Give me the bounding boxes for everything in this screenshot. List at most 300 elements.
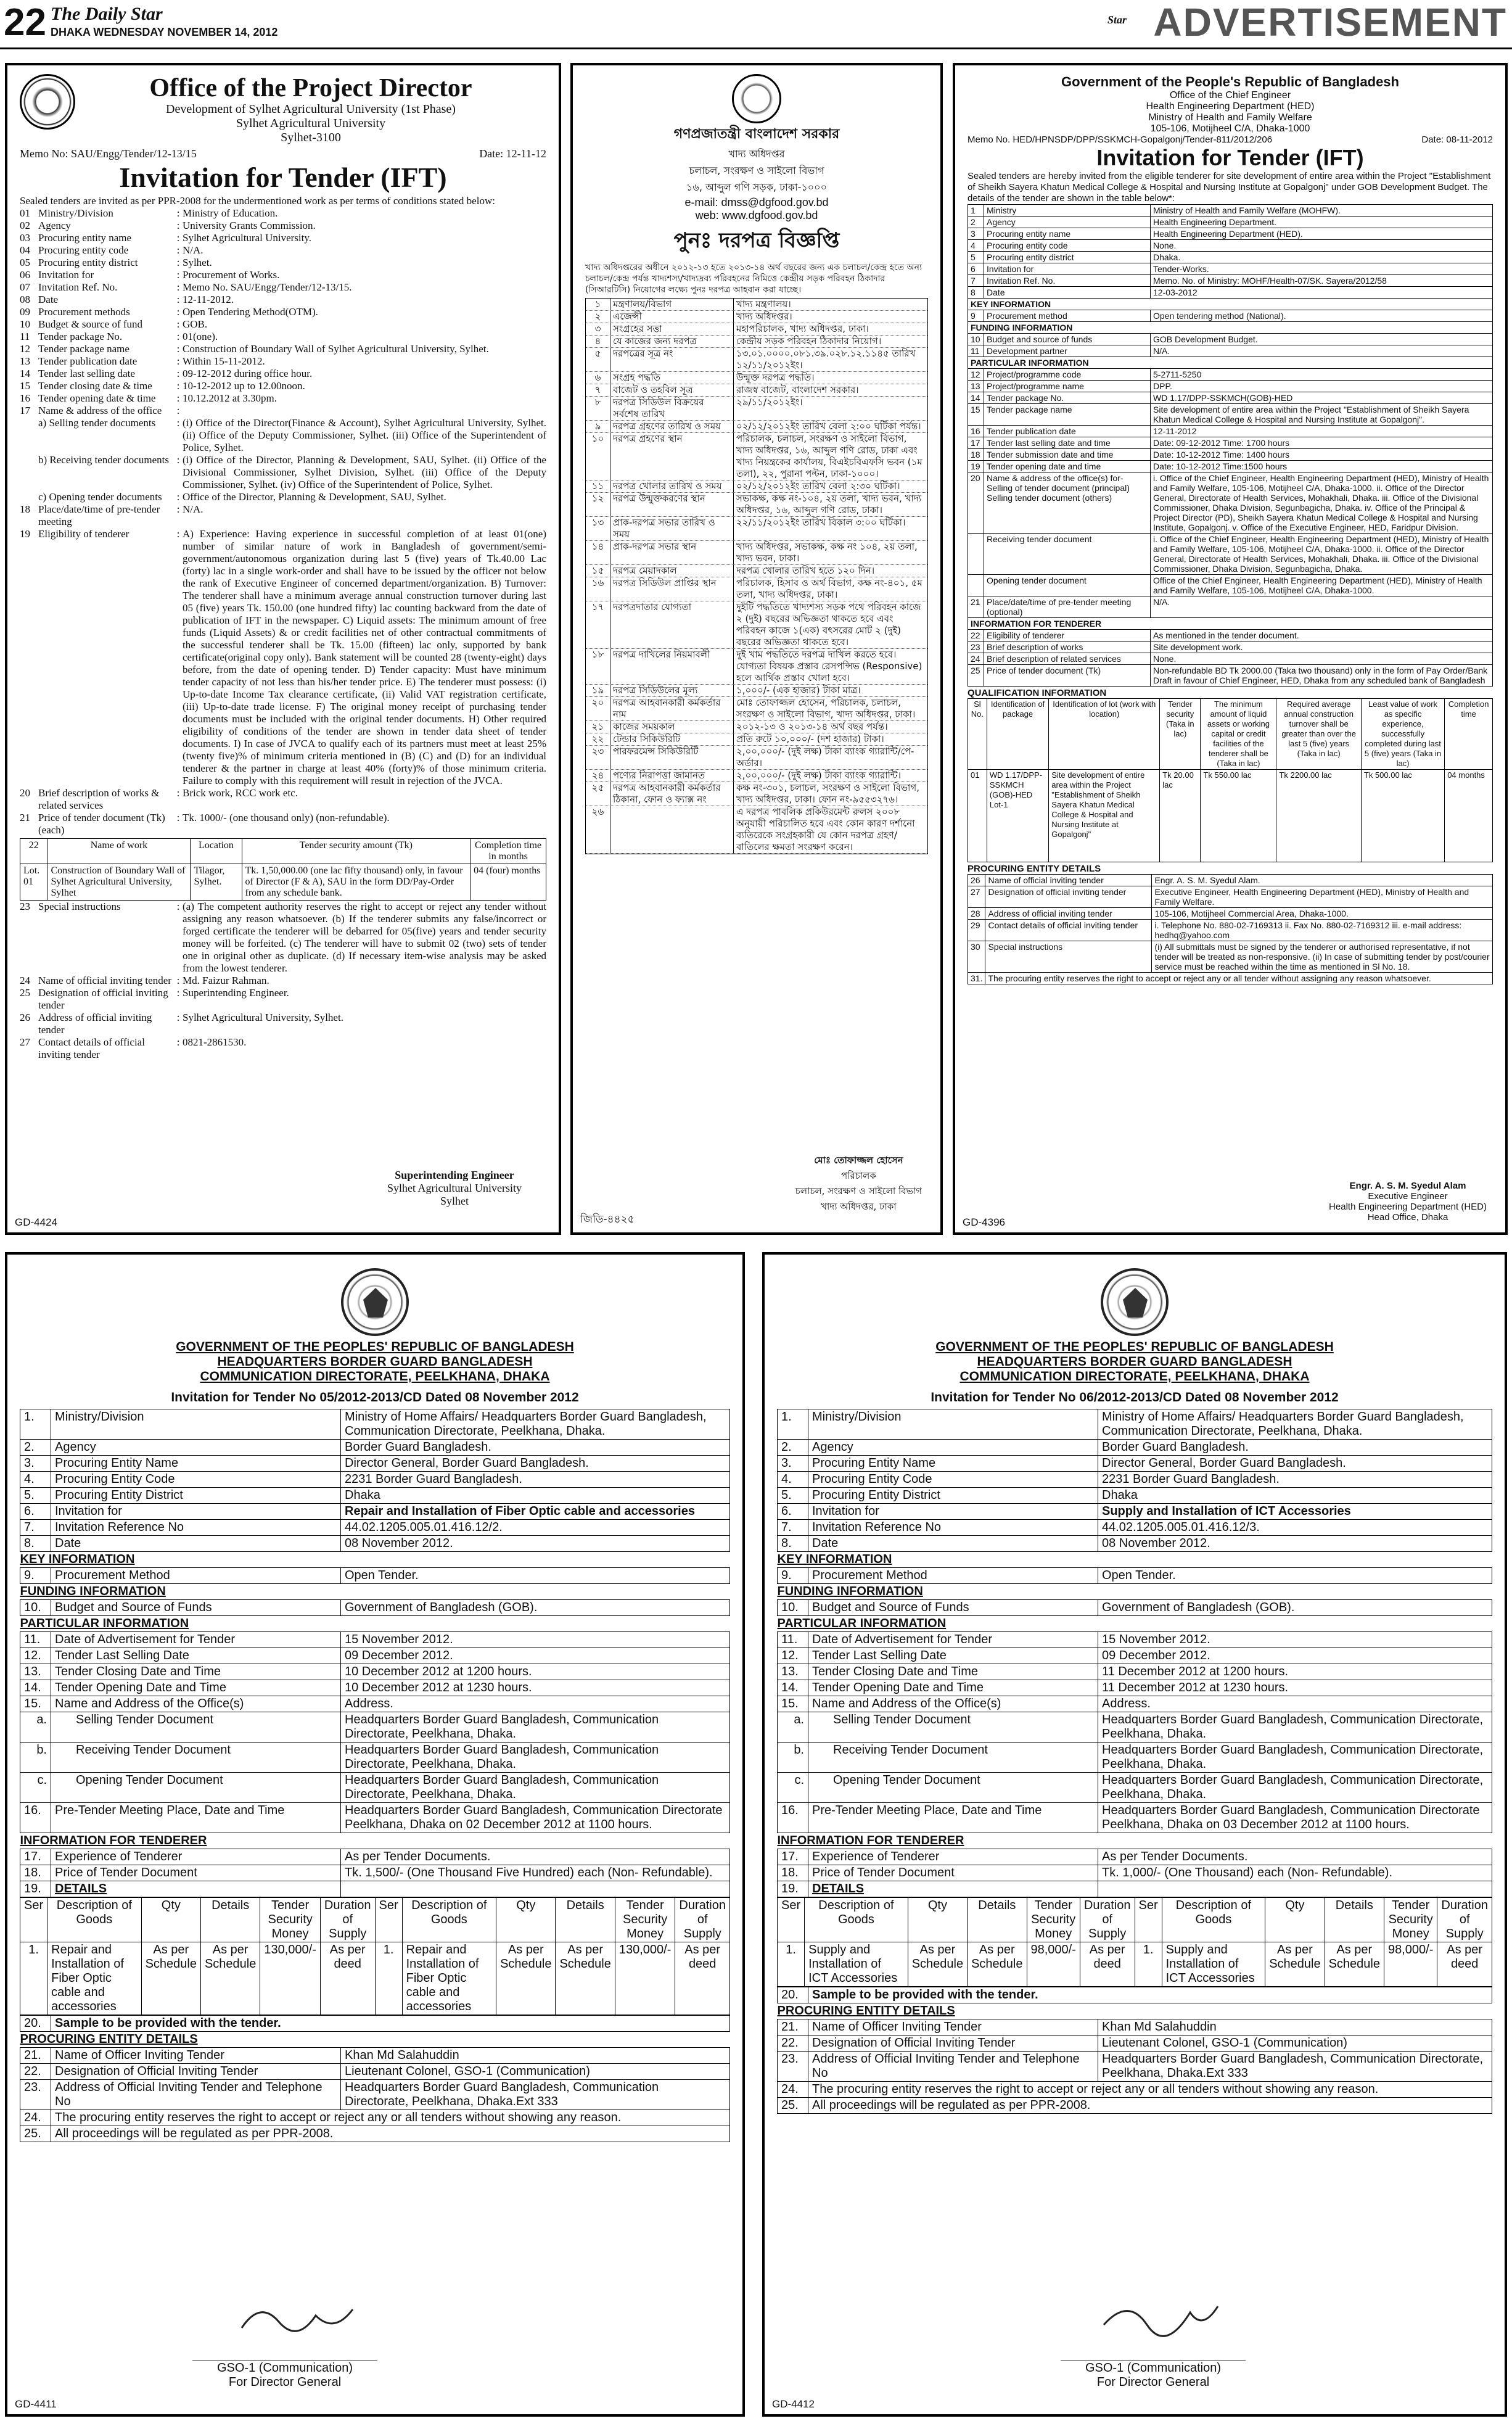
row-number: 1 <box>968 205 984 217</box>
details-header-cell: Ser <box>1135 1898 1162 1942</box>
item-number: 08 <box>20 294 30 305</box>
address-line: 105-106, Motijheel C/A, Dhaka-1000 <box>1150 123 1310 134</box>
ift-row <box>20 1504 730 1520</box>
ift-row <box>968 653 1493 665</box>
item-colon: : <box>176 355 180 367</box>
row-number: 21. <box>778 2019 808 2035</box>
row-number: 13. <box>778 1664 808 1680</box>
bn-row <box>586 433 927 480</box>
ift-row <box>20 2126 730 2142</box>
bn-govt-title: গণপ্রজাতন্ত্রী বাংলাদেশ সরকার <box>673 126 840 142</box>
ift-row <box>778 1568 1492 1584</box>
item-label: Place/date/time of pre-tender meeting <box>38 503 160 527</box>
details-cell: 98,000/- <box>1384 1942 1437 1987</box>
row-value: DPP. <box>1151 381 1493 392</box>
row-value: i. Telephone No. 880-02-7169313 ii. Fax No. 880-02-7169312 iii. e-mail address: hedhq@yahoo.com <box>1152 920 1493 941</box>
bn-row <box>586 372 927 384</box>
qual-header-cell: Identification of lot (work with location) <box>1049 699 1160 770</box>
bgb-emblem-icon <box>341 1268 409 1336</box>
item-number <box>20 454 38 491</box>
row-label: The procuring entity reserves the right to accept or reject any or all tender without assigning any reason whatsoever. <box>985 973 1493 984</box>
table-header-cell: Completion time in months <box>470 839 546 864</box>
row-number: 12 <box>968 369 984 381</box>
bn-row-label: দরপত্র খোলার তারিখ ও সময় <box>610 480 734 492</box>
ift-item <box>20 392 546 405</box>
row-number: 27 <box>968 886 985 908</box>
details-header-cell: Ser <box>778 1898 805 1942</box>
item-number: 19 <box>20 528 30 540</box>
row-value: 44.02.1205.005.01.416.12/3. <box>1098 1520 1492 1536</box>
details-header-cell: Tender Security Money <box>260 1898 321 1942</box>
row-label: Budget and source of funds <box>984 334 1151 345</box>
bn-row <box>586 733 927 746</box>
row-label: Tender Last Selling Date <box>808 1648 1098 1664</box>
row-label: Name of official inviting tender <box>985 875 1152 886</box>
item-number: 24 <box>20 975 30 986</box>
row-label: Agency <box>808 1440 1098 1456</box>
bn-row-label: দরপত্র আহবানকারী কর্মকর্তার নাম <box>610 697 734 720</box>
details-cell: Supply and Installation of ICT Accessories <box>805 1942 908 1987</box>
row-label: Invitation Ref. No. <box>984 275 1151 287</box>
ift-row <box>20 1664 730 1680</box>
office-city: Sylhet-3100 <box>281 131 341 144</box>
row-number: 20 <box>968 472 984 534</box>
ift-item <box>20 232 546 244</box>
ift-row <box>778 2082 1492 2098</box>
bn-intro: খাদ্য অধিদপ্তরের অধীনে ২০১২-১৩ হতে ২০১৩-১৪ অর্থ বছরের জন্য এক চলাচল/কেন্দ্র হতে অন্য চলাচল/কেন্দ্র পর্যন্ত খাদ্যশস্য/খাদ্যদ্রব্য পরিবহনের নিমিত্তে কেন্দ্রীয় সড়ক পরিবহন ঠিকাদার (সিআরটিসি) নিয়োগের লক্ষ্যে পুনঃ দরপত্র আহবান করা যাচ্ছে। <box>585 263 922 295</box>
row-number: 6. <box>20 1504 51 1520</box>
row-value: Open tendering method (National). <box>1151 310 1493 322</box>
qual-header-cell: Completion time <box>1445 699 1493 770</box>
ift-row <box>968 875 1493 886</box>
item-value: Within 15-11-2012. <box>183 355 265 367</box>
ift-item <box>20 331 546 343</box>
row-number: 29 <box>968 920 985 941</box>
row-value: Tk. 1,500/- (One Thousand Five Hundred) each (Non- Refundable). <box>341 1865 730 1881</box>
ift-row <box>20 1584 730 1600</box>
row-number: 31. <box>968 973 985 984</box>
row-value: Dhaka <box>341 1488 730 1504</box>
bn-row <box>586 348 927 372</box>
row-label: Address of Official Inviting Tender and Telephone No <box>51 2080 341 2110</box>
ift-row <box>968 345 1493 357</box>
bn-sign-dept: খাদ্য অধিদপ্তর, ঢাকা <box>821 1201 897 1212</box>
row-number: 17 <box>968 437 984 449</box>
ift-row <box>778 2098 1492 2114</box>
item-number: 02 <box>20 220 30 231</box>
row-number: 20. <box>20 2016 51 2032</box>
details-cell: As per Schedule <box>200 1942 260 2015</box>
row-number: 18. <box>20 1865 51 1881</box>
row-number: 25. <box>778 2098 808 2114</box>
ift-row <box>968 630 1493 641</box>
row-label: Brief description of works <box>984 641 1151 653</box>
details-cell: As per deed <box>320 1942 375 2015</box>
row-value: Headquarters Border Guard Bangladesh, Communication Directorate, Peelkhana, Dhaka. <box>1098 1743 1492 1773</box>
row-value: (i) All submittals must be signed by the tenderer or authorised representative, if not tender will be treated as non-responsive. (ii) In case of submitting tender by post/courier service must be reached within the time as mentioned in Sl No. 18. <box>1152 941 1493 973</box>
ift-row <box>20 1743 730 1773</box>
item-label: Invitation for <box>38 269 94 281</box>
signatory: Engr. A. S. M. Syedul Alam <box>1349 1181 1466 1191</box>
item-value: Ministry of Education. <box>183 207 278 219</box>
row-label: The procuring entity reserves the right to accept or reject any or all tenders without showing any reason. <box>808 2082 1492 2098</box>
row-number: 22 <box>968 630 984 641</box>
row-value: Lieutenant Colonel, GSO-1 (Communication) <box>341 2064 730 2080</box>
section-heading: INFORMATION FOR TENDERER <box>968 618 1493 630</box>
bn-row-value: ০২/১২/২০১২ইং তারিখ বেলা ২:০০ ঘটিকা পর্যন্ত। <box>736 421 921 432</box>
row-value: 11 December 2012 at 1230 hours. <box>1098 1680 1492 1696</box>
section-heading: FUNDING INFORMATION <box>968 322 1493 334</box>
item-colon: : <box>176 306 180 318</box>
item-colon: : <box>176 207 180 219</box>
item-label: Budget & source of fund <box>38 318 143 330</box>
bn-row-label: সংগ্রহ পদ্ধতি <box>610 372 734 384</box>
row-value: N/A. <box>1151 345 1493 357</box>
ift-row <box>968 575 1493 596</box>
row-label: DETAILS <box>808 1881 1098 1897</box>
bn-address: ১৬, আব্দুল গণি সড়ক, ঢাকা-১০০০ <box>686 181 827 193</box>
ift-item <box>20 528 546 787</box>
ift-items-2 <box>20 901 546 1061</box>
row-number: 10 <box>968 334 984 345</box>
bn-dept: খাদ্য অধিদপ্তর <box>728 148 785 160</box>
signature-block <box>1061 2361 1246 2390</box>
item-label: Contact details of official inviting tender <box>38 1036 145 1060</box>
item-label: Tender publication date <box>38 355 138 367</box>
item-label: Brief description of works & related services <box>38 787 160 811</box>
ift-number: Invitation for Tender No 05/2012-2013/CD Dated 08 November 2012 <box>171 1390 579 1404</box>
ift-row <box>20 1849 730 1865</box>
row-label: Tender Opening Date and Time <box>808 1680 1098 1696</box>
bn-row-number: ১২ <box>586 493 610 516</box>
details-cell: As per Schedule <box>141 1942 200 2015</box>
row-number: 5 <box>968 252 984 263</box>
row-value: Date: 10-12-2012 Time:1500 hours <box>1151 461 1493 472</box>
ift-item <box>20 281 546 294</box>
details-cell: As per Schedule <box>496 1942 556 2015</box>
table-cell: 04 (four) months <box>470 864 546 901</box>
item-label: Invitation Ref. No. <box>38 281 118 293</box>
row-value: Site development of entire area within the Project "Establishment of Sheikh Sayera Khatun Medical College & Hospital and Nursing Institute at Gopalgonj". <box>1151 404 1493 426</box>
row-label: Receiving Tender Document <box>808 1743 1098 1773</box>
details-header-cell: Qty <box>908 1898 967 1942</box>
signatory-for: For Director General <box>228 2375 342 2389</box>
ift-row <box>20 2032 730 2048</box>
item-number: 04 <box>20 244 30 256</box>
row-value: Address. <box>341 1696 730 1712</box>
ift-row <box>968 618 1493 630</box>
ift-table <box>20 1409 730 1897</box>
tender-ad-hed <box>953 63 1508 1235</box>
item-colon: : <box>176 281 180 293</box>
row-value: Site development work. <box>1151 641 1493 653</box>
row-number: 15. <box>778 1696 808 1712</box>
row-label: Tender package No. <box>984 392 1151 404</box>
tender-ad-food-bangla <box>570 63 943 1235</box>
office-title: Office of the Project Director <box>149 74 472 102</box>
row-label: Tender opening date and time <box>984 461 1151 472</box>
row-value: 11 December 2012 at 1200 hours. <box>1098 1664 1492 1680</box>
row-label: Ministry/Division <box>51 1409 341 1440</box>
ift-row <box>20 1600 730 1616</box>
item-label: Eligibility of tenderer <box>38 528 129 540</box>
row-label: Price of tender document (Tk) <box>984 665 1151 687</box>
row-value: Director General, Border Guard Bangladesh. <box>341 1456 730 1472</box>
row-label: Name of Officer Inviting Tender <box>51 2048 341 2064</box>
row-value: Ministry of Home Affairs/ Headquarters Border Guard Bangladesh, Communication Directorate, Peelkhana, Dhaka. <box>1098 1409 1492 1440</box>
ift-row <box>968 381 1493 392</box>
row-label: Designation of official inviting tender <box>985 886 1152 908</box>
bn-row-number: ১১ <box>586 480 610 492</box>
row-value: 12-11-2012 <box>1151 426 1493 437</box>
ift-item <box>20 1012 546 1036</box>
row-label: Tender Opening Date and Time <box>51 1680 341 1696</box>
ift-row <box>968 534 1493 575</box>
section-heading: KEY INFORMATION <box>968 299 1493 310</box>
bn-row-label: দরপত্র দাখিলের নিয়মাবলী <box>610 649 734 684</box>
ift-heading: Invitation for Tender (IFT) <box>119 162 447 193</box>
ift-heading: Invitation for Tender (IFT) <box>1096 145 1364 170</box>
ift-row <box>778 1743 1492 1773</box>
ift-item <box>20 491 546 503</box>
details-header-cell: Qty <box>1265 1898 1325 1942</box>
ift-row <box>968 886 1493 908</box>
item-label: Address of official inviting tender <box>38 1012 152 1036</box>
qual-cell: Tk 500.00 lac <box>1361 770 1444 862</box>
ift-row <box>778 2052 1492 2082</box>
bn-row-number: ২ <box>586 311 610 323</box>
ift-row <box>968 973 1493 984</box>
details-header-cell: Description of Goods <box>47 1898 141 1942</box>
row-label: Tender package name <box>984 404 1151 426</box>
ift-item <box>20 417 546 454</box>
bn-row-value: ২৯/১১/২০১২ইং। <box>736 397 803 408</box>
ift-row <box>20 2110 730 2126</box>
bn-row-number: ১৫ <box>586 565 610 577</box>
row-label: Contact details of official inviting tender <box>985 920 1152 941</box>
row-number: 4. <box>20 1472 51 1488</box>
issue-date: DHAKA WEDNESDAY NOVEMBER 14, 2012 <box>51 26 278 38</box>
row-value: i. Office of the Chief Engineer, Health Engineering Department (HED), Ministry of Health and Family Welfare, 105-106, Motijheel C/A, Dhaka-1000. ii. Office of the Director General, Directorate of Health Services, Mohakhali, Dhaka. iii. Office of the Divisional Commissioner, Dhaka Division, Segunbagicha, Dhaka. <box>1151 534 1493 575</box>
details-header-cell: Details <box>1325 1898 1384 1942</box>
row-label: Project/programme code <box>984 369 1151 381</box>
ift-number: Invitation for Tender No 06/2012-2013/CD Dated 08 November 2012 <box>931 1390 1339 1404</box>
row-label: Procuring entity district <box>984 252 1151 263</box>
row-label: Name and Address of the Office(s) <box>808 1696 1098 1712</box>
row-number: 23. <box>20 2080 51 2110</box>
row-label: Designation of Official Inviting Tender <box>51 2064 341 2080</box>
ift-item <box>20 244 546 257</box>
row-value: GOB Development Budget. <box>1151 334 1493 345</box>
details-cell: As per Schedule <box>1325 1942 1384 1987</box>
row-number: 11 <box>968 345 984 357</box>
ift-item <box>20 269 546 281</box>
bn-row-label: প্রাক-দরপত্র সভার স্থান <box>610 541 734 564</box>
bn-row-number: ৯ <box>586 421 610 432</box>
ift-row <box>778 1440 1492 1456</box>
row-label: Invitation Reference No <box>808 1520 1098 1536</box>
ift-row <box>968 461 1493 472</box>
bn-row-value: দুই খাম পদ্ধতিতে দরপত্র দাখিল করতে হবে। যোগ্যতা বিষয়ক প্রস্তাব রেসপন্সিভ (Responsive) হলে আর্থিক প্রস্তাব খোলা হবে। <box>736 649 922 683</box>
office-subtitle: Development of Sylhet Agricultural University (1st Phase) <box>166 102 456 116</box>
ift-item <box>20 257 546 269</box>
row-value: Date: 09-12-2012 Time: 1700 hours <box>1151 437 1493 449</box>
table-cell: Tk. 1,50,000.00 (one lac fifty thousand) only, in favour of Director (F & A), SAU in the form DD/Pay-Order from any schedule bank. <box>242 864 470 901</box>
bn-row <box>586 746 927 770</box>
row-number: 5. <box>20 1488 51 1504</box>
ift-row <box>20 2080 730 2110</box>
ift-row <box>968 941 1493 973</box>
row-number: 14 <box>968 392 984 404</box>
details-header-cell: Details <box>200 1898 260 1942</box>
row-label: Selling Tender Document <box>51 1712 341 1743</box>
bn-row-value: খাদ্য অধিদপ্তর। <box>736 311 792 322</box>
row-number: 3 <box>968 228 984 240</box>
row-number: 10. <box>778 1600 808 1616</box>
item-label: Tender opening date & time <box>38 392 156 404</box>
row-value: 2231 Border Guard Bangladesh. <box>1098 1472 1492 1488</box>
ift-row <box>778 1803 1492 1833</box>
item-colon: : <box>176 405 180 416</box>
details-cell: Repair and Installation of Fiber Optic cable and accessories <box>47 1942 141 2015</box>
ift-row <box>20 1552 730 1568</box>
bn-row-label: সংগ্রহের সত্তা <box>610 323 734 335</box>
ift-row <box>778 1833 1492 1849</box>
item-number: 06 <box>20 269 30 281</box>
details-cell: 1. <box>375 1942 402 2015</box>
bn-row-value: দুইটি পদ্ধতিতে খাদ্যশস্য সড়ক পথে পরিবহন কাজে ২ (দুই) বছরের অভিজ্ঞতা থাকতে হবে এবং পরিবহন কাজে ১(এক) বৎসরের মোট ২ (দুই) বছরের অভিজ্ঞতা থাকতে হবে। <box>736 601 921 648</box>
directorate-title: COMMUNICATION DIRECTORATE, PEELKHANA, DHAKA <box>200 1369 550 1384</box>
row-label: Date <box>51 1536 341 1552</box>
table-header-cell: Tender security amount (Tk) <box>242 839 470 864</box>
bn-row-number: ২৫ <box>586 782 610 806</box>
bn-row <box>586 336 927 348</box>
bn-signature <box>795 1153 922 1215</box>
item-label: Procurement methods <box>38 306 130 318</box>
signatory-for: For Director General <box>1096 2375 1210 2389</box>
row-label: Tender Last Selling Date <box>51 1648 341 1664</box>
ift-item <box>20 355 546 368</box>
item-label: Ministry/Division <box>38 207 113 219</box>
details-cell: Repair and Installation of Fiber Optic cable and accessories <box>402 1942 496 2015</box>
item-colon: : <box>176 392 180 404</box>
row-label: Date <box>808 1536 1098 1552</box>
row-number: 23. <box>778 2052 808 2082</box>
row-number: 16. <box>20 1803 51 1833</box>
ad-code: GD-4412 <box>772 2398 815 2410</box>
row-label: Pre-Tender Meeting Place, Date and Time <box>51 1803 341 1833</box>
govt-title: GOVERNMENT OF THE PEOPLES' REPUBLIC OF BANGLADESH <box>176 1340 574 1354</box>
ift-row <box>778 1865 1492 1881</box>
govt-title: GOVERNMENT OF THE PEOPLES' REPUBLIC OF BANGLADESH <box>935 1340 1334 1354</box>
row-number: 5. <box>778 1488 808 1504</box>
qual-cell: Tk 2200.00 lac <box>1276 770 1361 862</box>
row-label: Procuring Entity Code <box>51 1472 341 1488</box>
qualification-table <box>968 698 1493 862</box>
bn-row-label: বাজেট ও তহবিল সূত্র <box>610 384 734 396</box>
item-colon: : <box>176 491 180 503</box>
table-cell: Construction of Boundary Wall of Sylhet Agricultural University, Sylhet <box>47 864 191 901</box>
section-heading: PARTICULAR INFORMATION <box>777 1617 947 1630</box>
row-label: Invitation for <box>51 1504 341 1520</box>
item-value: GOB. <box>183 318 208 330</box>
row-number: 4 <box>968 240 984 252</box>
ift-row <box>968 404 1493 426</box>
ift-row <box>20 1680 730 1696</box>
row-number: 8. <box>778 1536 808 1552</box>
row-value: Ministry of Home Affairs/ Headquarters Border Guard Bangladesh, Communication Directorate, Peelkhana, Dhaka. <box>341 1409 730 1440</box>
bn-row-number: ১৯ <box>586 685 610 696</box>
bn-row-label: কাজের সময়কাল <box>610 721 734 733</box>
item-value: Tk. 1000/- (one thousand only) (non-refundable). <box>183 812 390 823</box>
bn-row-value: মহাপরিচালক, খাদ্য অধিদপ্তর, ঢাকা। <box>736 323 869 334</box>
row-label: Procurement Method <box>51 1568 341 1584</box>
row-number <box>968 534 984 575</box>
ift-row <box>20 1712 730 1743</box>
signatory-dept: Health Engineering Department (HED) <box>1329 1202 1487 1212</box>
item-colon: : <box>176 269 180 281</box>
newspaper-name: The Daily Star <box>51 4 163 24</box>
bn-row-label: দরপত্র আহবানকারী কর্মকর্তার ঠিকানা, ফোন ও ফ্যাক্স নং <box>610 782 734 806</box>
qual-cell: 01 <box>968 770 987 862</box>
bn-row <box>586 601 927 649</box>
row-number: 17. <box>778 1849 808 1865</box>
row-number <box>968 575 984 596</box>
bn-row-number: ১৩ <box>586 517 610 540</box>
row-value: Headquarters Border Guard Bangladesh, Communication Directorate Peelkhana, Dhaka on 02 December 2012 at 1100 hours. <box>341 1803 730 1833</box>
ift-row <box>20 1803 730 1833</box>
bn-row-label: মন্ত্রণালয়/বিভাগ <box>610 299 734 310</box>
ift-item <box>20 405 546 417</box>
item-value: N/A. <box>183 244 203 256</box>
ift-row <box>778 1409 1492 1440</box>
item-value: Md. Faizur Rahman. <box>183 975 269 986</box>
row-value: 08 November 2012. <box>1098 1536 1492 1552</box>
details-header-cell: Duration of Supply <box>1080 1898 1135 1942</box>
row-value: Headquarters Border Guard Bangladesh, Communication Directorate, Peelkhana, Dhaka. <box>341 1773 730 1803</box>
row-number: 22. <box>20 2064 51 2080</box>
row-number: 19. <box>778 1881 808 1897</box>
row-value: Headquarters Border Guard Bangladesh, Communication Directorate, Peelkhana, Dhaka. <box>1098 1712 1492 1743</box>
ad-code: GD-4411 <box>15 2398 57 2410</box>
memo-date: Date: 08-11-2012 <box>1421 134 1493 145</box>
details-cell: 130,000/- <box>615 1942 675 2015</box>
bn-row-value: ২০১২-১৩ ও ২০১৩-১৪ অর্থ বছর পর্যন্ত। <box>736 721 888 732</box>
ift-row <box>968 369 1493 381</box>
bn-row <box>586 577 927 601</box>
bn-row-number: ১৭ <box>586 601 610 648</box>
ift-row <box>968 275 1493 287</box>
ift-row <box>778 1488 1492 1504</box>
row-number: 24. <box>778 2082 808 2098</box>
ift-row <box>778 1472 1492 1488</box>
row-number: 8 <box>968 287 984 299</box>
details-header-cell: Qty <box>496 1898 556 1942</box>
details-header-cell: Qty <box>141 1898 200 1942</box>
row-label: Place/date/time of pre-tender meeting (optional) <box>984 596 1151 618</box>
ift-row <box>968 217 1493 228</box>
tender-ad-sylhet <box>5 63 561 1235</box>
ift-row <box>20 1488 730 1504</box>
bn-row-number: ১৬ <box>586 577 610 601</box>
qual-header-cell: The minimum amount of liquid assets or working capital or credit facilities of the tenderer shall be (Taka in lac) <box>1201 699 1276 770</box>
ift-row <box>20 1881 730 1897</box>
details-header-cell: Details <box>556 1898 615 1942</box>
details-header-cell: Ser <box>375 1898 402 1942</box>
ift-row <box>778 1712 1492 1743</box>
row-label: The procuring entity reserves the right to accept or reject any or all tenders without showing any reason. <box>51 2110 730 2126</box>
details-table <box>20 1897 730 2015</box>
